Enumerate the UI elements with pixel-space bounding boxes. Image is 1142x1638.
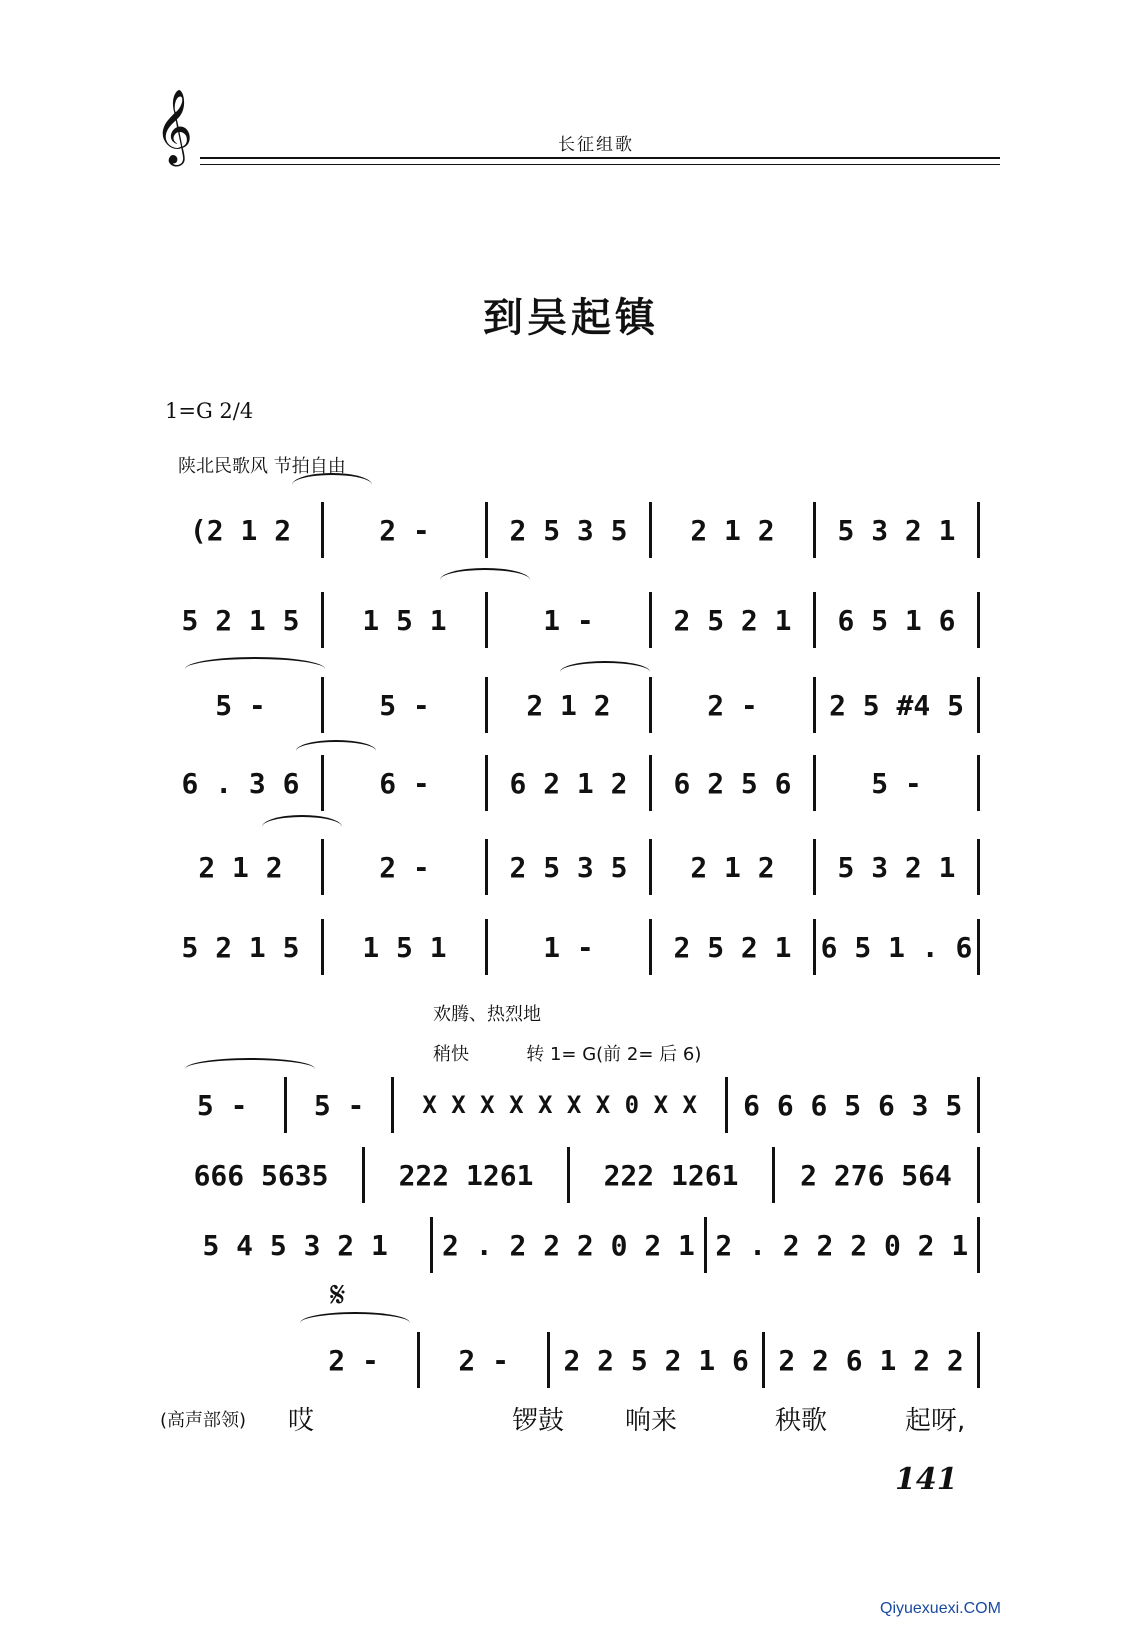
barline: [977, 592, 980, 648]
page-number: 141: [895, 1462, 958, 1497]
measure: 5 -: [871, 766, 922, 800]
slur: [440, 568, 530, 592]
measure: 2 . 2 2 2 0 2 1: [442, 1228, 695, 1262]
lyric-word: 秧歌: [775, 1406, 828, 1436]
measure: 2 -: [458, 1343, 509, 1377]
measure: 666 5635: [193, 1158, 329, 1192]
measure: 2 -: [707, 688, 758, 722]
measure: 2 5 2 1: [673, 603, 792, 637]
measure: 2 5 2 1: [673, 930, 792, 964]
segno-icon: 𝄋: [330, 1275, 346, 1316]
slur: [185, 657, 325, 681]
song-title: 到吴起镇: [483, 295, 659, 341]
slur: [292, 473, 372, 497]
tempo-mark-expression: 欢腾、热烈地: [433, 1004, 541, 1025]
barline: [977, 755, 980, 811]
slur: [185, 1058, 315, 1080]
barline: [977, 502, 980, 558]
measure: 2 1 2: [690, 850, 775, 884]
measure: 1 5 1: [362, 930, 447, 964]
score-row-9: [160, 1210, 980, 1280]
header-rule-thin: [200, 164, 1000, 165]
measure: 2 5 3 5: [509, 850, 628, 884]
measure: 5 -: [215, 688, 266, 722]
measure: 6 . 3 6: [181, 766, 300, 800]
measure: 2 5 #4 5: [829, 688, 964, 722]
watermark: Qiyuexuexi.COM: [880, 1600, 1001, 1617]
measure: 6 -: [379, 766, 430, 800]
part-label: (高声部领): [160, 1410, 247, 1431]
measure: 6 5 1 . 6: [820, 930, 973, 964]
measure: 2 1 2: [198, 850, 283, 884]
measure: 5 -: [313, 1088, 365, 1122]
score-row-5: [160, 832, 980, 902]
treble-clef-icon: 𝄞: [155, 90, 193, 164]
measure: 2 276 564: [800, 1158, 952, 1192]
measure: X X X X X X X 0 X X: [422, 1091, 697, 1119]
key-signature: 1=G 2/4: [165, 399, 254, 423]
barline: [977, 677, 980, 733]
measure: 2 -: [379, 513, 430, 547]
lyrics-line: [160, 1400, 980, 1440]
slur: [300, 1312, 410, 1334]
measure: 2 5 3 5: [509, 513, 628, 547]
barline: [977, 1147, 980, 1203]
lyric-word: 起呀,: [905, 1406, 966, 1436]
barline: [977, 1332, 980, 1388]
measure: 2 1 2: [690, 513, 775, 547]
barline: [977, 1217, 980, 1273]
measure: 2 1 2: [526, 688, 611, 722]
measure: 222 1261: [603, 1158, 739, 1192]
measure: 6 6 6 5 6 3 5: [743, 1088, 963, 1122]
score-row-2: [160, 585, 980, 655]
measure: 5 2 1 5: [181, 603, 300, 637]
lyric-word: 哎: [288, 1406, 315, 1436]
measure: 6 2 5 6: [673, 766, 792, 800]
score-row-7: [160, 1070, 980, 1140]
barline: [977, 919, 980, 975]
score-row-1: [160, 495, 980, 565]
measure: 222 1261: [398, 1158, 534, 1192]
lyric-word: 响来: [625, 1406, 678, 1436]
measure: 2 2 5 2 1 6: [563, 1343, 749, 1377]
barline: [977, 1077, 980, 1133]
measure: 6 5 1 6: [837, 603, 956, 637]
measure: 1 5 1: [362, 603, 447, 637]
measure: 1 -: [543, 603, 594, 637]
measure: 6 2 1 2: [509, 766, 628, 800]
measure: 2 -: [328, 1343, 379, 1377]
measure: 5 2 1 5: [181, 930, 300, 964]
barline: [977, 839, 980, 895]
measure: 1 -: [543, 930, 594, 964]
score-row-6: [160, 912, 980, 982]
slur: [296, 740, 376, 762]
score-row-8: [160, 1140, 980, 1210]
measure: 5 -: [379, 688, 430, 722]
measure: 2 2 6 1 2 2: [778, 1343, 964, 1377]
measure: 2 . 2 2 2 0 2 1: [715, 1228, 969, 1262]
measure: 2 -: [379, 850, 430, 884]
slur: [560, 661, 650, 683]
score-row-10: [290, 1325, 980, 1395]
measure: 5 4 5 3 2 1: [202, 1228, 388, 1262]
score-row-4: [160, 748, 980, 818]
tempo-mark-intro: 陕北民歌风 节拍自由: [178, 456, 346, 477]
lyric-word: 锣鼓: [512, 1406, 565, 1436]
tempo-mark-modulation: 稍快 转 1= G(前 2= 后 6): [433, 1044, 702, 1065]
measure: 5 3 2 1: [837, 513, 956, 547]
header-rule: [200, 157, 1000, 159]
measure: 5 -: [196, 1088, 248, 1122]
slur: [262, 815, 342, 839]
measure: (2 1 2: [189, 513, 292, 547]
measure: 5 3 2 1: [837, 850, 956, 884]
running-head: 长征组歌: [558, 135, 634, 155]
